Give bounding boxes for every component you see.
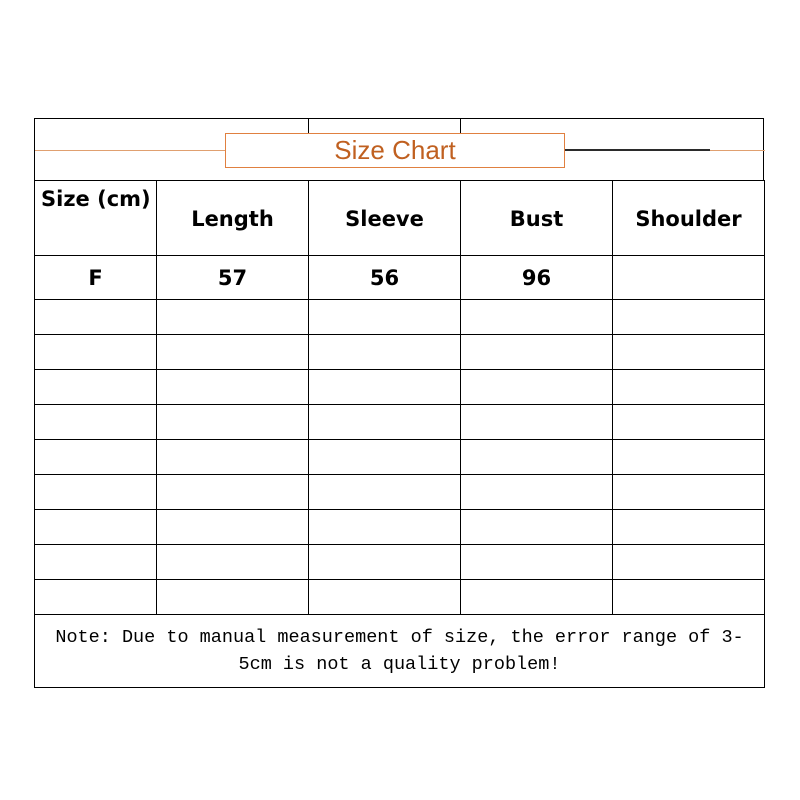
size-table [34,180,765,688]
decorative-line [35,150,225,151]
table-cell [613,440,765,475]
divider [460,119,461,133]
table-cell [35,440,157,475]
table-cell [309,510,461,545]
table-row [35,256,765,300]
note-row [35,615,765,688]
table-row [35,545,765,580]
table-cell [35,300,157,335]
table-cell [461,300,613,335]
chart-title: Size Chart [225,133,565,168]
table-cell [613,335,765,370]
header-bust: Bust [461,181,613,256]
table-cell [461,440,613,475]
table-row [35,300,765,335]
table-cell [35,580,157,615]
table-cell [157,300,309,335]
header-size: Size (cm) [35,181,157,256]
table-cell [461,475,613,510]
table-cell [461,335,613,370]
table-cell [35,510,157,545]
table-row [35,475,765,510]
table-cell [309,580,461,615]
table-cell [613,405,765,440]
table-cell [157,405,309,440]
table-cell [613,256,765,300]
table-cell: 96 [461,256,613,300]
table-cell [461,580,613,615]
table-cell [613,545,765,580]
table-row [35,440,765,475]
table-cell [613,370,765,405]
divider [308,119,309,133]
table-cell [309,405,461,440]
table-cell [157,580,309,615]
table-cell [309,475,461,510]
decorative-line [565,149,710,151]
table-cell [35,475,157,510]
table-cell: 56 [309,256,461,300]
table-cell [35,405,157,440]
table-cell [157,545,309,580]
header-row [35,181,765,256]
table-cell [461,545,613,580]
table-cell [35,545,157,580]
title-band [34,118,764,180]
table-cell [461,370,613,405]
table-cell [157,370,309,405]
header-shoulder: Shoulder [613,181,765,256]
table-cell [309,440,461,475]
table-cell [309,370,461,405]
size-chart [34,118,764,682]
table-cell [35,370,157,405]
table-cell [613,580,765,615]
table-cell [309,545,461,580]
table-cell [613,510,765,545]
table-row [35,335,765,370]
table-cell [157,475,309,510]
table-cell: 57 [157,256,309,300]
table-cell [309,300,461,335]
table-cell [157,440,309,475]
header-sleeve: Sleeve [309,181,461,256]
table-cell [157,335,309,370]
table-cell [461,405,613,440]
table-cell [309,335,461,370]
table-cell [35,335,157,370]
note-text: Note: Due to manual measurement of size, the error range of 3-5cm is not a quality problem! [35,615,765,688]
header-length: Length [157,181,309,256]
table-cell [613,475,765,510]
table-row [35,580,765,615]
table-cell [461,510,613,545]
table-cell [157,510,309,545]
table-cell [613,300,765,335]
table-row [35,510,765,545]
table-row [35,370,765,405]
table-row [35,405,765,440]
table-cell: F [35,256,157,300]
